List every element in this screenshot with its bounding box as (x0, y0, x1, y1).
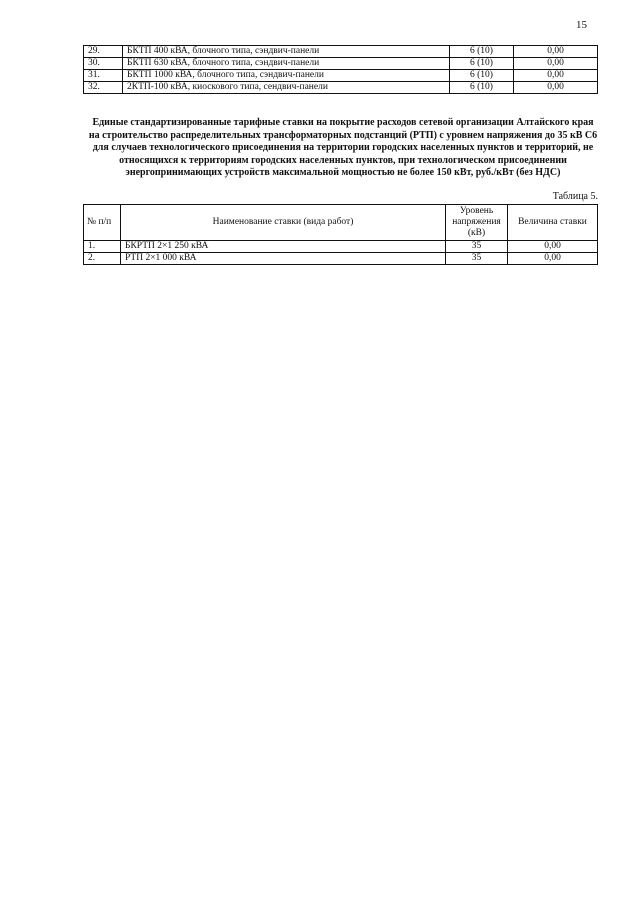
header-number: № п/п (84, 205, 121, 241)
rate-name: БКТП 400 кВА, блочного типа, сэндвич-панели (123, 46, 450, 58)
rate-value: 0,00 (514, 70, 598, 82)
rates-table-continued (83, 45, 598, 94)
row-number: 1. (84, 241, 121, 253)
table-row (84, 46, 598, 58)
table-header-row (84, 205, 598, 241)
rate-value: 0,00 (514, 46, 598, 58)
table-row (84, 70, 598, 82)
table-row (84, 58, 598, 70)
rate-name: БКТП 1000 кВА, блочного типа, сэндвич-панели (123, 70, 450, 82)
row-number: 31. (84, 70, 123, 82)
header-name: Наименование ставки (вида работ) (121, 205, 446, 241)
row-number: 2. (84, 253, 121, 265)
page-number: 15 (576, 19, 587, 31)
rate-name: БКРТП 2×1 250 кВА (121, 241, 446, 253)
rate-name: 2КТП-100 кВА, киоскового типа, сендвич-панели (123, 82, 450, 94)
row-number: 30. (84, 58, 123, 70)
voltage-level: 35 (446, 253, 508, 265)
table-row (84, 253, 598, 265)
voltage-level: 6 (10) (450, 46, 514, 58)
section-heading: Единые стандартизированные тарифные ставки на покрытие расходов сетевой организации Алтайского края на строительство распределительных трансформаторных подстанций (РТП) с уровнем напряжения до 35 кВ С6 для случаев технологического присоединения на территории городских населенных пунктов и территорий, не относящихся к территориям городских населенных пунктов, при технологическом присоединении энергопринимающих устройств максимальной мощностью не более 150 кВт, руб./кВт (без НДС) (88, 117, 598, 179)
rate-name: БКТП 630 кВА, блочного типа, сэндвич-панели (123, 58, 450, 70)
row-number: 29. (84, 46, 123, 58)
table-5 (83, 204, 598, 265)
rate-name: РТП 2×1 000 кВА (121, 253, 446, 265)
header-voltage: Уровень напряжения (кВ) (446, 205, 508, 241)
voltage-level: 35 (446, 241, 508, 253)
voltage-level: 6 (10) (450, 58, 514, 70)
table-label: Таблица 5. (552, 191, 598, 202)
row-number: 32. (84, 82, 123, 94)
table-row (84, 241, 598, 253)
header-value: Величина ставки (508, 205, 598, 241)
voltage-level: 6 (10) (450, 82, 514, 94)
rate-value: 0,00 (514, 82, 598, 94)
voltage-level: 6 (10) (450, 70, 514, 82)
rate-value: 0,00 (514, 58, 598, 70)
table-row (84, 82, 598, 94)
rate-value: 0,00 (508, 241, 598, 253)
rate-value: 0,00 (508, 253, 598, 265)
